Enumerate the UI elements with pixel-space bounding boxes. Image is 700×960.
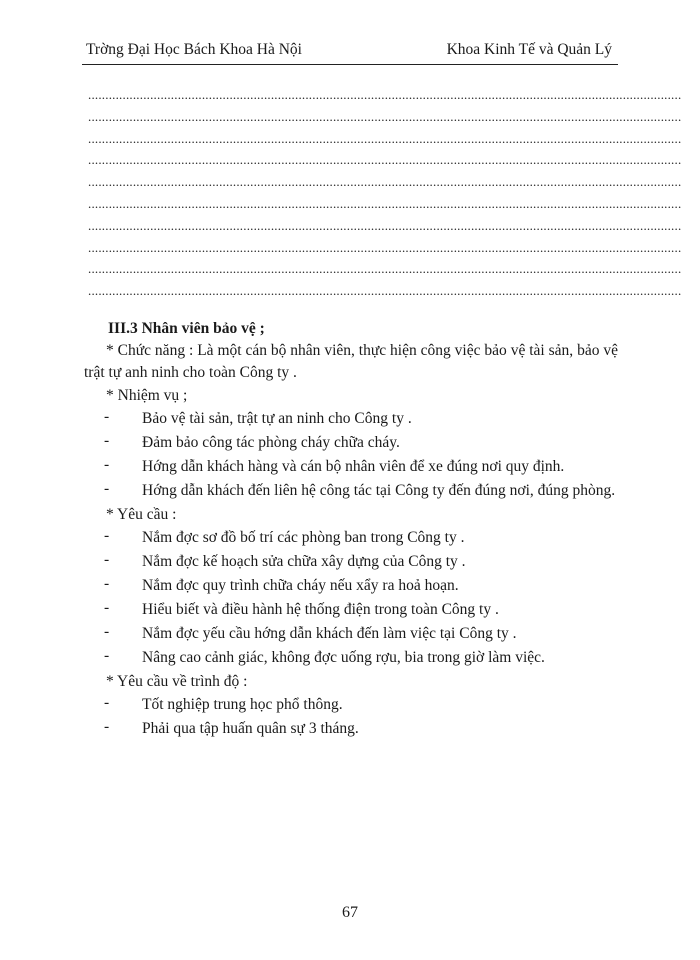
dotted-line: ............................................................................................................................................................................ xyxy=(88,108,682,124)
qualification-label: * Yêu cầu về trình độ : xyxy=(106,673,248,690)
section-content xyxy=(84,318,618,741)
dotted-line: ............................................................................................................................................................................ xyxy=(88,261,682,277)
page-number: 67 xyxy=(342,904,358,921)
bullet-dash: - xyxy=(104,694,110,711)
dotted-line: ............................................................................................................................................................................ xyxy=(88,283,682,299)
list-item-text: Hớng dẫn khách đến liên hệ công tác tại Công ty đến đúng nơi, đúng phòng. xyxy=(142,482,616,499)
list-item xyxy=(84,407,618,431)
list-item-text: Đảm bảo công tác phòng cháy chữa cháy. xyxy=(142,434,400,451)
bullet-dash: - xyxy=(104,623,110,640)
list-item xyxy=(84,479,618,503)
bullet-dash: - xyxy=(104,551,110,568)
requirements-label: * Yêu cầu : xyxy=(106,506,177,523)
list-item-text: Hiểu biết và điều hành hệ thống điện trong toàn Công ty . xyxy=(142,601,499,618)
bullet-dash: - xyxy=(104,575,110,592)
header-university: Trờng Đại Học Bách Khoa Hà Nội xyxy=(86,41,302,58)
page-header xyxy=(82,38,618,65)
list-item-text: Bảo vệ tài sản, trật tự an ninh cho Công ty . xyxy=(142,410,412,427)
list-item-text: Nâng cao cảnh giác, không đợc uống rợu, bia trong giờ làm việc. xyxy=(142,649,545,666)
dotted-line: ............................................................................................................................................................................ xyxy=(88,174,682,190)
list-item-text: Phải qua tập huấn quân sự 3 tháng. xyxy=(142,720,359,737)
bullet-dash: - xyxy=(104,456,110,473)
dotted-line: ............................................................................................................................................................................ xyxy=(88,239,682,255)
list-item xyxy=(84,622,618,646)
bullet-dash: - xyxy=(104,408,110,425)
list-item-text: Nắm đợc yếu cầu hớng dẫn khách đến làm việc tại Công ty . xyxy=(142,625,517,642)
dotted-line: ............................................................................................................................................................................ xyxy=(88,217,682,233)
dotted-line: ............................................................................................................................................................................ xyxy=(88,87,682,102)
list-item xyxy=(84,550,618,574)
dotted-line: ............................................................................................................................................................................ xyxy=(88,152,682,168)
section-heading: III.3 Nhân viên bảo vệ ; xyxy=(108,320,265,337)
bullet-dash: - xyxy=(104,718,110,735)
dotted-line: ............................................................................................................................................................................ xyxy=(88,195,682,211)
bullet-dash: - xyxy=(104,527,110,544)
bullet-dash: - xyxy=(104,432,110,449)
list-item xyxy=(84,717,618,741)
function-paragraph: * Chức năng : Là một cán bộ nhân viên, thực hiện công việc bảo vệ tài sản, bảo vệ trật tự anh ninh cho toàn Công ty . xyxy=(84,342,618,381)
dotted-lines-block xyxy=(88,84,682,302)
list-item-text: Tốt nghiệp trung học phổ thông. xyxy=(142,696,343,713)
dotted-line: ............................................................................................................................................................................ xyxy=(88,130,682,146)
bullet-dash: - xyxy=(104,480,110,497)
list-item xyxy=(84,431,618,455)
header-faculty: Khoa Kinh Tế và Quản Lý xyxy=(446,41,612,58)
list-item-text: Nắm đợc sơ đồ bố trí các phòng ban trong Công ty . xyxy=(142,529,465,546)
list-item xyxy=(84,526,618,550)
duties-label: * Nhiệm vụ ; xyxy=(106,387,188,404)
list-item-text: Nắm đợc quy trình chữa cháy nếu xẩy ra hoả hoạn. xyxy=(142,577,459,594)
list-item-text: Nắm đợc kế hoạch sửa chữa xây dựng của Công ty . xyxy=(142,553,466,570)
bullet-dash: - xyxy=(104,647,110,664)
bullet-dash: - xyxy=(104,599,110,616)
list-item xyxy=(84,693,618,717)
list-item xyxy=(84,455,618,479)
list-item-text: Hớng dẫn khách hàng và cán bộ nhân viên để xe đúng nơi quy định. xyxy=(142,458,565,475)
list-item xyxy=(84,598,618,622)
list-item xyxy=(84,574,618,598)
list-item xyxy=(84,646,618,670)
